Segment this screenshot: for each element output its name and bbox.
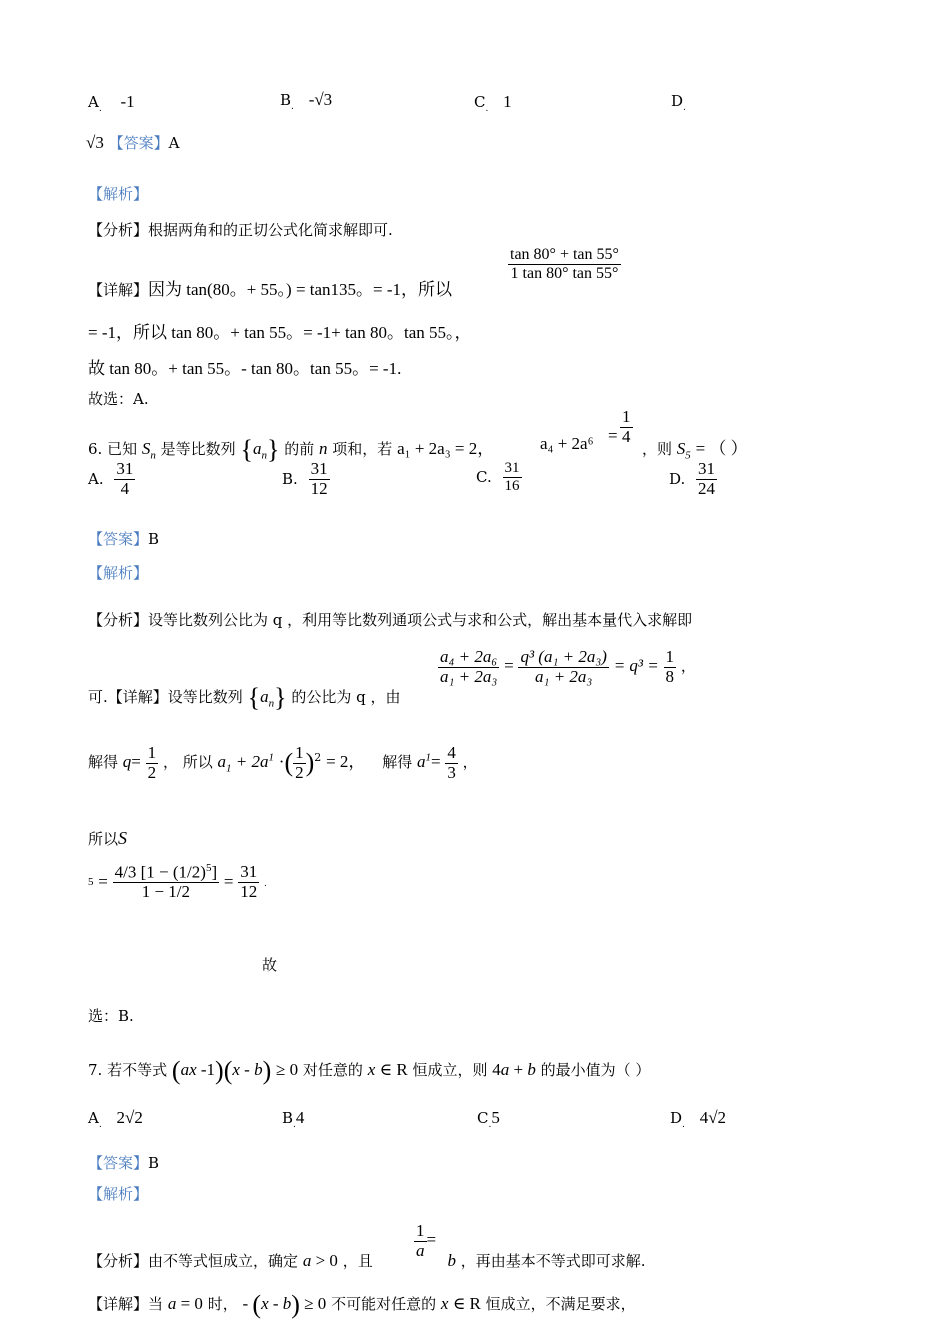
q6-stem: 6. 已知 $S_n$ 是等比数列 $\{a_n\}$ 的前 n 项和，若 a₁ + 2a₃ = 2， xyxy=(88,435,495,464)
q7-option-c: $C_.5$ xyxy=(477,1108,500,1130)
q7-option-b: $B_.4$ xyxy=(282,1108,305,1130)
q6-cond2-eq: = xyxy=(608,426,618,445)
q5-detail-line1: 【详解】因为 tan(80。+ 55。) = tan135。= -1，所以 xyxy=(88,280,453,299)
q5-analysis-tag: 【解析】 xyxy=(88,185,149,203)
q6-option-b: B. $\frac{31}{12}$ xyxy=(282,459,328,498)
q7-analysis-tag: 【解析】 xyxy=(88,1185,149,1203)
q6-solve-line: 解得 q= $\frac{1}{2}$ ， 所以 $a_1 + 2a^1$ ·( $\frac{1}{2}$ )$^2$ = 2， 解得 $a^1=$ $\frac{4}{3}$ ， xyxy=(88,743,478,782)
q5-answer-line xyxy=(86,132,179,153)
q6-fenxi: 【分析】设等比数列公比为 q ，利用等比数列通项公式与求和公式，解出基本量代入求解即 xyxy=(88,611,693,629)
q7-answer: 【答案】B xyxy=(88,1154,160,1172)
q6-analysis-tag: 【解析】 xyxy=(88,564,149,582)
q6-so-line: 所以S xyxy=(88,828,128,848)
q5-option-a: $A_.$ -1 xyxy=(88,92,135,114)
q6-answer: 【答案】B xyxy=(88,530,160,548)
q7-fenxi-frac: $\frac{1}{a}$ = xyxy=(416,1221,437,1260)
q7-option-a: $A_.$ 2√2 xyxy=(88,1108,143,1130)
q7-detail: 【详解】当 a = 0 时， - (x - b) ≥ 0 不可能对任意的 x ∈ R 恒成立，不满足要求， xyxy=(88,1290,636,1319)
q5-option-c: $C_.$ 1 xyxy=(474,92,512,114)
q6-option-a: A. $\frac{31}{4}$ xyxy=(88,459,134,498)
q7-option-d: $D_.$ 4√2 xyxy=(670,1108,727,1130)
q6-detail-intro: 可.【详解】设等比数列 $\{a_n\}$ 的公比为 q ，由 xyxy=(88,683,401,712)
q5-option-d-label: $D_.$ xyxy=(671,92,686,113)
q5-answer-value: A xyxy=(168,134,180,152)
q6-conclusion: 选：B. xyxy=(88,1007,134,1025)
q6-option-c: C. $\frac{31}{16}$ xyxy=(476,460,520,494)
q5-conclusion: 故选：A. xyxy=(88,390,149,408)
q6-option-d: D. $\frac{31}{24}$ xyxy=(669,459,716,498)
q6-gu: 故 xyxy=(262,956,278,974)
q5-detail-line3: 故 tan 80。+ tan 55。- tan 80。tan 55。= -1. xyxy=(88,359,402,378)
q6-stem-tail: ，则 $S_5$ = （ ） xyxy=(642,439,748,462)
q7-fenxi: 【分析】由不等式恒成立，确定 a > 0 ，且 b ，再由基本不等式即可求解. xyxy=(88,1251,646,1270)
q5-detail-line2: = -1，所以 tan 80。+ tan 55。= -1+ tan 80。tan 55。， xyxy=(88,323,472,342)
q7-stem: 7. 若不等式 (ax -1)(x - b) ≥ 0 对任意的 x ∈ R 恒成立，则 4a + b 的最小值为（ ） xyxy=(88,1056,651,1085)
q6-s5-formula: 5 = $\frac{4/3 [1 - (1/2)^5]}{1 - 1/2}$ = $\frac{31}{12}$ . xyxy=(88,861,267,902)
q6-cond2-frac: $\frac{1}{4}$ xyxy=(622,407,631,446)
q5-answer-tag: 【答案】 xyxy=(108,134,169,152)
q6-detail-equation: $\frac{\text{a₄ + 2a₆}}{\text{a₁ + 2a₃}}$ = $\frac{\text{q³ (a₁ + 2a₃)}}{\text{a₁ + 2a₃}}$ = q³ = $\frac{1}{8}$ ， xyxy=(440,647,696,686)
q6-cond2-left: a₄ + 2a⁶ xyxy=(540,434,594,453)
q5-detail-fraction: $\frac{\tan 80^\circ + \tan 55^\circ}{1 \tan 80^\circ \tan 55^\circ}$ xyxy=(510,246,619,282)
q5-option-b: $B_.$ -√3 xyxy=(280,90,333,112)
q5-fenxi: 【分析】根据两角和的正切公式化简求解即可. xyxy=(88,221,393,239)
q5-option-d-value: √3 xyxy=(86,133,104,152)
